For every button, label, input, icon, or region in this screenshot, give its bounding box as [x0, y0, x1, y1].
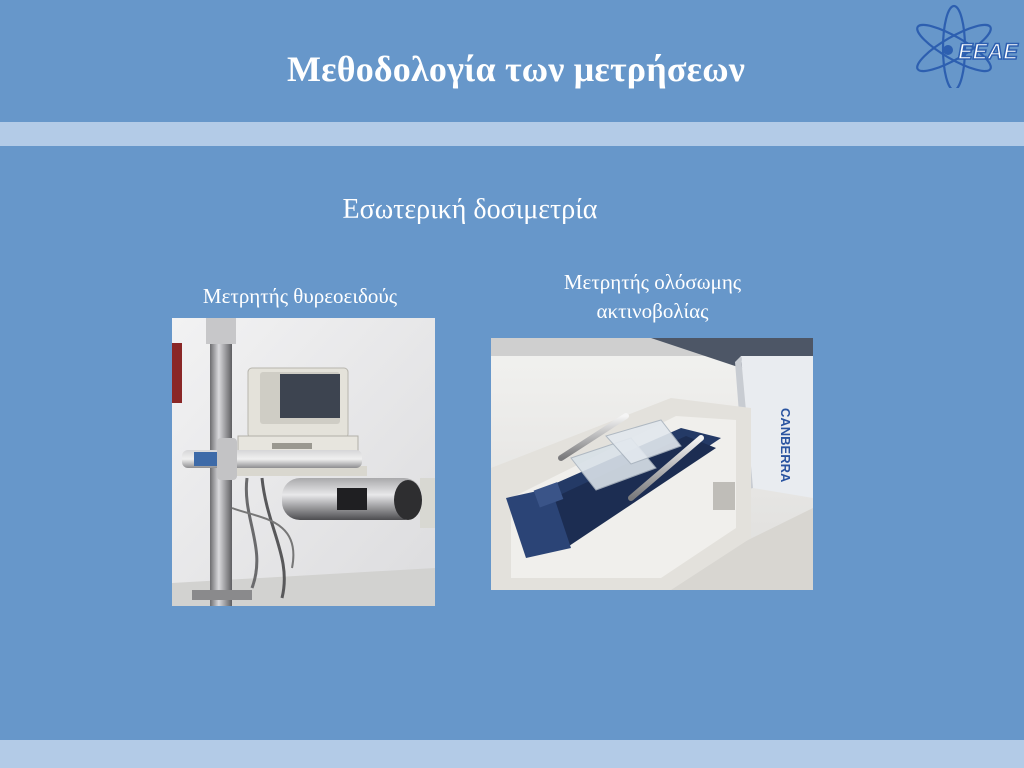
- caption-line-1: Μετρητής ολόσωμης: [563, 270, 742, 294]
- eeae-logo: [908, 4, 1022, 88]
- caption-thyroid-counter: Μετρητής θυρεοειδούς: [202, 284, 398, 308]
- slide-subtitle: Εσωτερική δοσιμετρία: [342, 194, 598, 225]
- header-band: [0, 122, 1024, 146]
- whole-body-counter-photo: [491, 338, 813, 590]
- slide-title: Μεθοδολογία των μετρήσεων: [286, 49, 746, 89]
- caption-whole-body-counter: [520, 268, 785, 326]
- canberra-label: CANBERRA: [778, 408, 793, 483]
- logo-text: ΕΕΑΕ: [958, 39, 1018, 64]
- thyroid-counter-photo: [172, 318, 435, 606]
- footer-band: [0, 740, 1024, 768]
- caption-line-2: ακτινοβολίας: [596, 299, 709, 323]
